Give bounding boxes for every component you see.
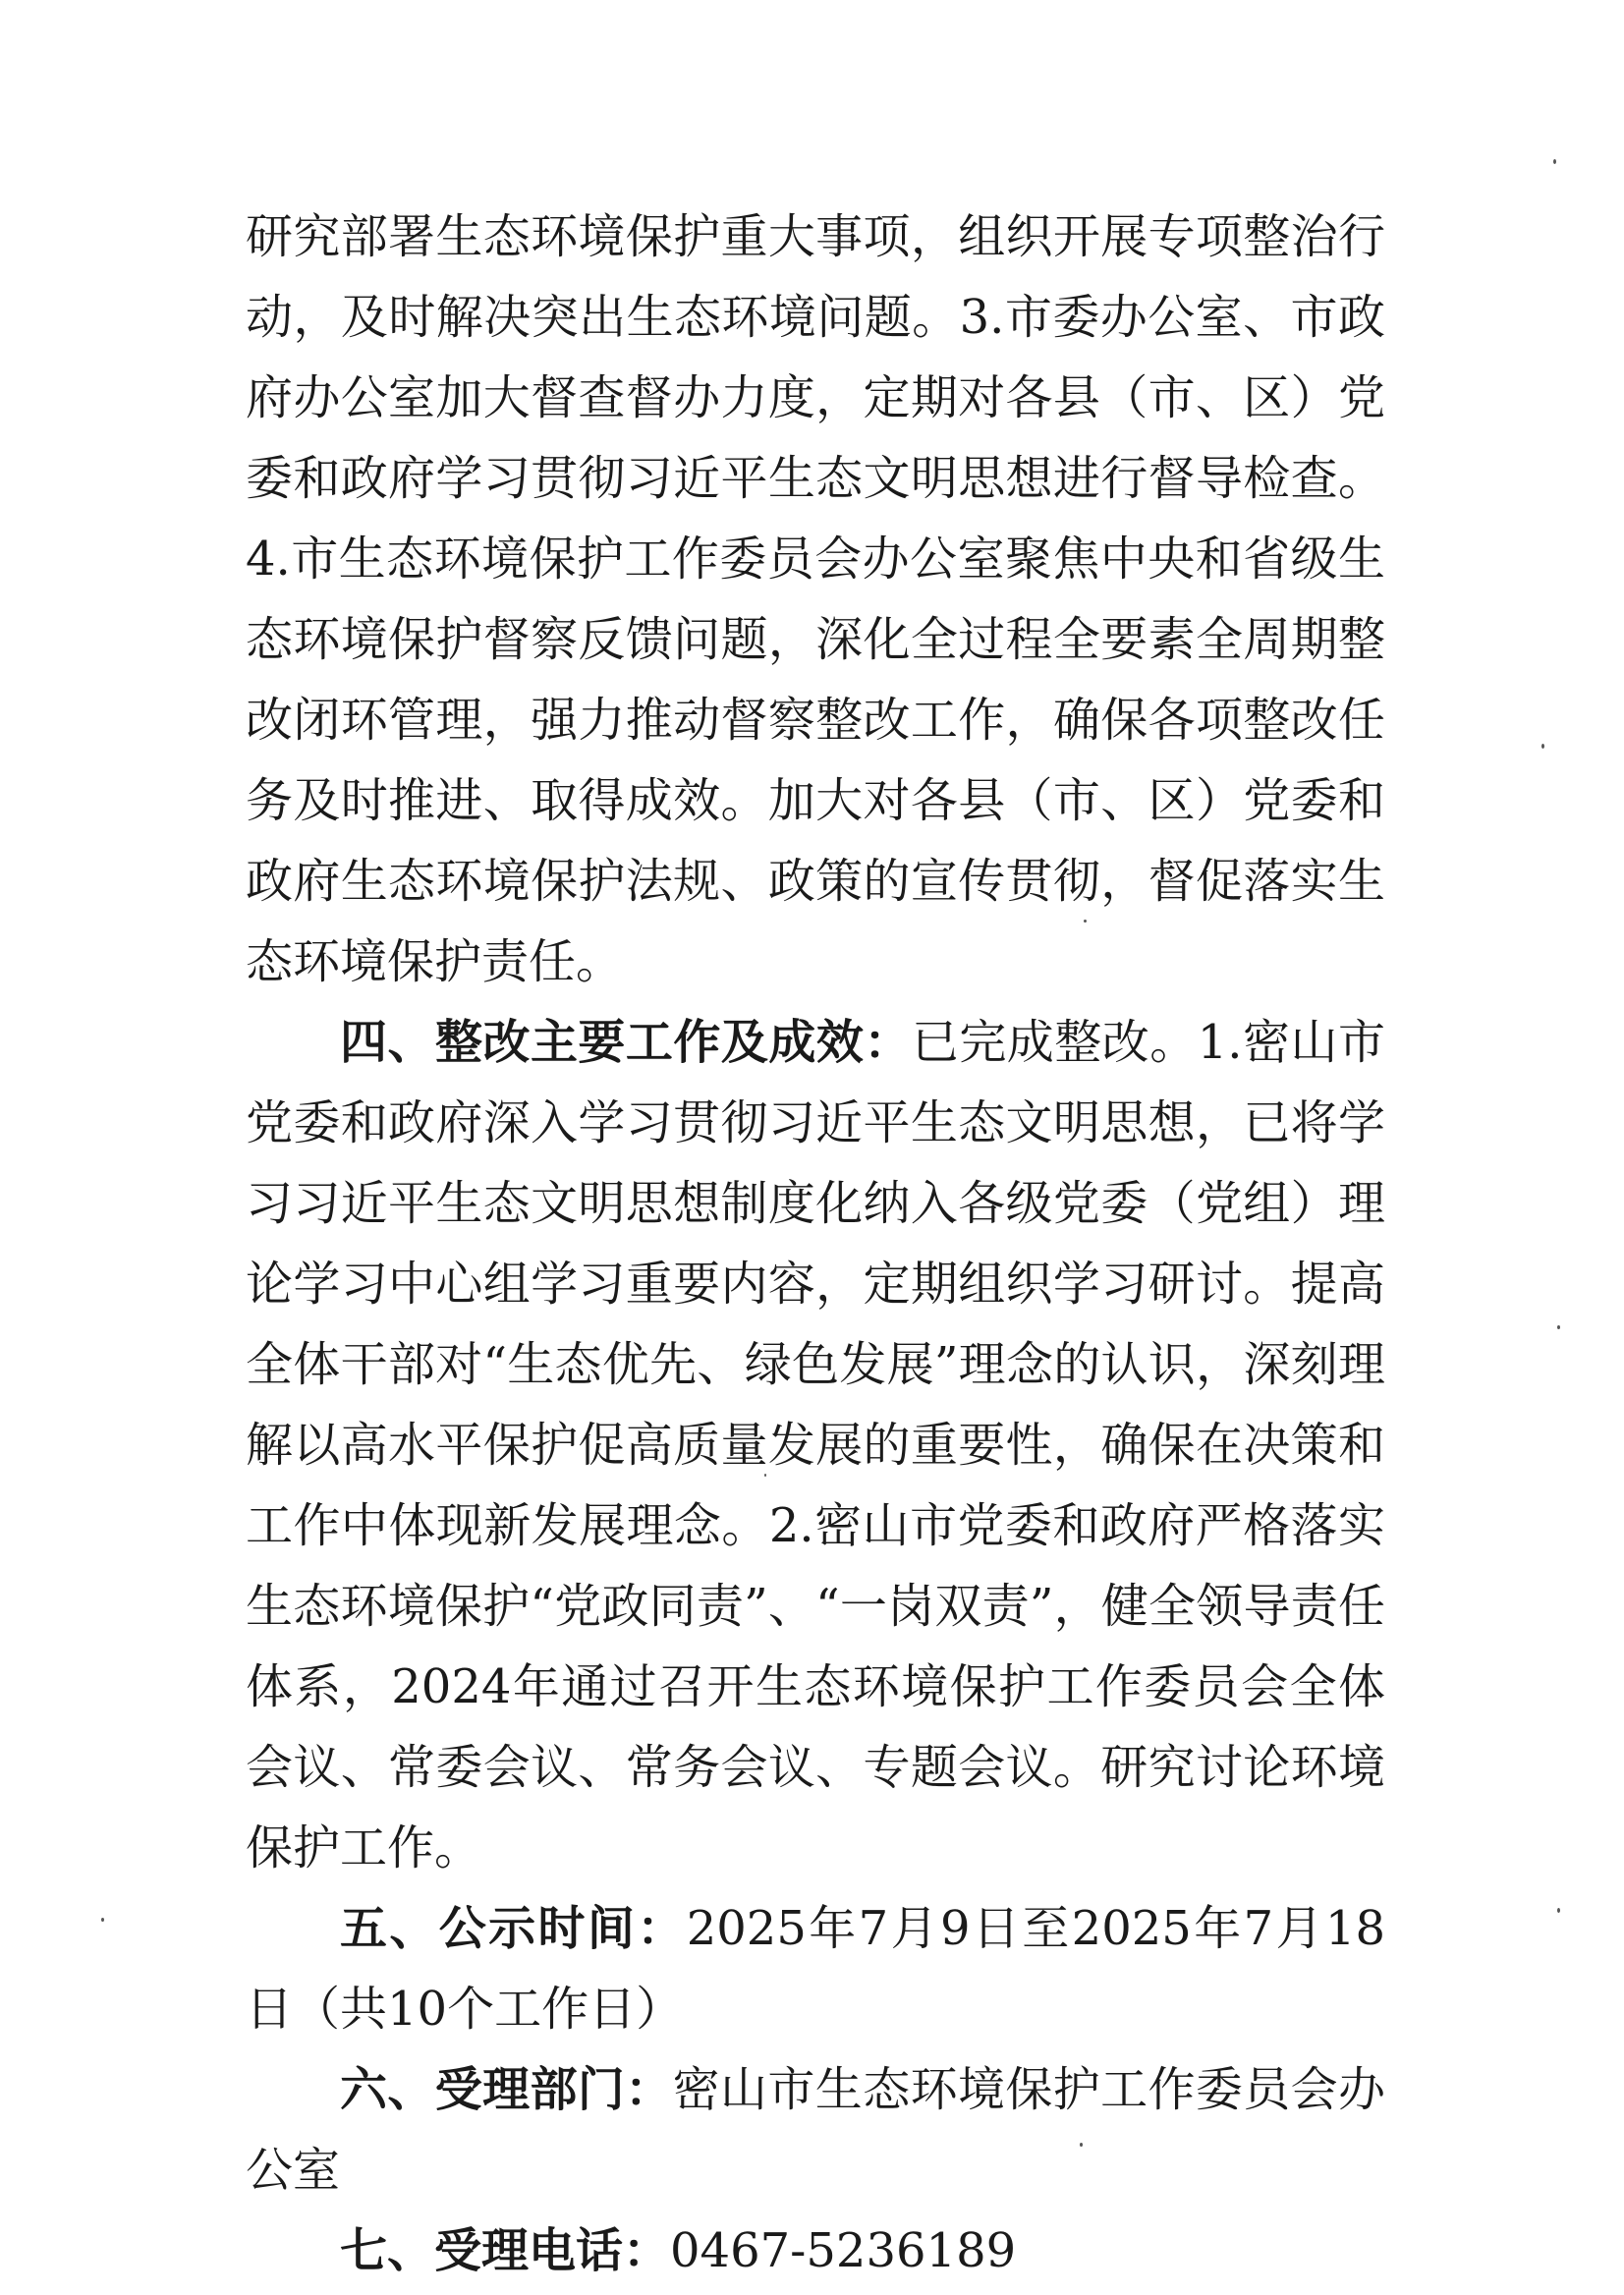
scan-speck	[101, 1918, 104, 1922]
scan-speck	[1557, 1325, 1560, 1329]
section-six-paragraph	[246, 2049, 1385, 2211]
continuation-paragraph	[246, 196, 1385, 1002]
scan-speck	[1553, 159, 1556, 164]
scan-speck	[1084, 920, 1087, 923]
paragraph-text: 已完成整改。1.密山市党委和政府深入学习贯彻习近平生态文明思想，已将学习习近平生态文明思想制度化纳入各级党委（党组）理论学习中心组学习重要内容，定期组织学习研讨。提高全体干部对“生态优先、绿色发展”理念的认识，深刻理解以高水平保护促高质量发展的重要性，确保在决策和工作中体现新发展理念。2.密山市党委和政府严格落实生态环境保护“党政同责”、“一岗双责”，健全领导责任体系，2024年通过召开生态环境保护工作委员会全体会议、常委会议、常务会议、专题会议。研究讨论环境保护工作。	[246, 1015, 1385, 1875]
section-heading: 五、公示时间：	[340, 1901, 687, 1956]
paragraph-text: 研究部署生态环境保护重大事项，组织开展专项整治行动，及时解决突出生态环境问题。3.市委办公室、市政府办公室加大督查督办力度，定期对各县（市、区）党委和政府学习贯彻习近平生态文明思想进行督导检查。4.市生态环境保护工作委员会办公室聚焦中央和省级生态环境保护督察反馈问题，深化全过程全要素全周期整改闭环管理，强力推动督察整改工作，确保各项整改任务及时推进、取得成效。加大对各县（市、区）党委和政府生态环境保护法规、政策的宣传贯彻，督促落实生态环境保护责任。	[246, 209, 1385, 989]
scan-speck	[1557, 1908, 1560, 1913]
scan-speck	[764, 1474, 766, 1477]
section-heading: 四、整改主要工作及成效：	[340, 1015, 912, 1070]
paragraph-text: 2025年7月9日至2025年7月18日（共10个工作日）	[246, 1901, 1385, 2037]
section-four-paragraph	[246, 1002, 1385, 1888]
section-heading: 七、受理电话：	[340, 2223, 671, 2278]
document-body	[246, 196, 1385, 2291]
section-heading: 六、受理部门：	[340, 2062, 673, 2117]
section-seven-paragraph	[246, 2211, 1385, 2291]
paragraph-text: 0467-5236189	[670, 2223, 1017, 2278]
section-five-paragraph	[246, 1888, 1385, 2049]
paragraph-text: 密山市生态环境保护工作委员会办公室	[246, 2062, 1385, 2198]
scan-speck	[1541, 744, 1544, 749]
scan-speck	[1080, 2143, 1083, 2147]
